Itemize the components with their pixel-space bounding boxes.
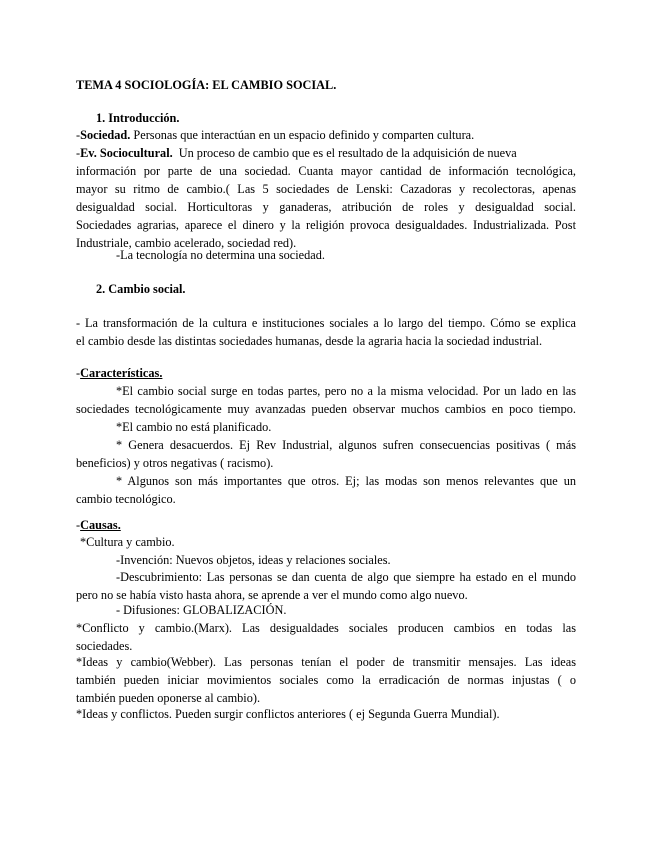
list-item-line: beneficios) y otros negativas ( racismo). xyxy=(76,456,274,470)
page-title: TEMA 4 SOCIOLOGÍA: EL CAMBIO SOCIAL. xyxy=(76,78,337,92)
causas-prefix: - xyxy=(76,518,81,532)
section-2-heading: 2. Cambio social. xyxy=(96,282,186,296)
list-item-line: cambio tecnológico. xyxy=(76,492,176,506)
paragraph-line xyxy=(76,144,576,162)
definition-line-0: - La transformación de la cultura e instituciones sociales a lo largo del tiempo. Cómo se explica xyxy=(76,316,576,330)
ev-sociocultural-paragraph xyxy=(76,144,576,252)
ideas-line-1: también pueden iniciar movimientos sociales como la erradicación de normas injustas ( o xyxy=(76,673,576,687)
descubrimiento-line-0: -Descubrimiento: Las personas se dan cuenta de algo que siempre ha estado en el mundo xyxy=(116,570,576,584)
causas-heading xyxy=(76,516,576,534)
sociedad-prefix: - xyxy=(76,128,81,142)
ideas-line-0: *Ideas y cambio(Webber). Las personas tenían el poder de transmitir mensajes. Las ideas xyxy=(76,655,576,669)
ideas-line-2: también pueden oponerse al cambio). xyxy=(76,691,261,705)
definition-line-1: el cambio desde las distintas sociedades humanas, desde la agraria hacia la sociedad industrial. xyxy=(76,334,543,348)
sociedad-text: Personas que interactúan en un espacio definido y comparten cultura. xyxy=(130,128,475,142)
ideas-cambio xyxy=(76,653,576,707)
descubrimiento xyxy=(76,568,576,604)
cambio-definition xyxy=(76,314,576,350)
caracteristicas-list xyxy=(76,382,576,508)
ev-line-4: Sociedades agrarias, aparece el dinero y la religión provoca desigualdades. Industrializada. Post xyxy=(76,218,576,232)
ev-line-1: información por parte de una sociedad. Cuanta mayor cantidad de información tecnológica, xyxy=(76,164,576,178)
difusiones: - Difusiones: GLOBALIZACIÓN. xyxy=(116,603,287,617)
ev-term: Ev. Sociocultural. xyxy=(80,146,173,160)
caracteristicas-prefix: - xyxy=(76,366,81,380)
caracteristicas-label: Características. xyxy=(80,366,163,380)
ev-prefix: - xyxy=(76,146,81,160)
conflicto-line-0: *Conflicto y cambio.(Marx). Las desigualdades sociales producen cambios en todas las xyxy=(76,621,576,635)
ev-line-2: mayor su ritmo de cambio.( Las 5 sociedades de Lenski: Cazadoras y recolectoras, apenas xyxy=(76,182,576,196)
caracteristicas-heading xyxy=(76,364,576,382)
section-1-heading: 1. Introducción. xyxy=(96,111,180,125)
list-item-line: sociedades tecnológicamente muy avanzadas pueden observar muchos cambios en poco tiempo. xyxy=(76,402,576,416)
list-item-line: * Genera desacuerdos. Ej Rev Industrial, algunos sufren consecuencias positivas ( más xyxy=(116,438,576,452)
invencion: -Invención: Nuevos objetos, ideas y relaciones sociales. xyxy=(116,553,391,567)
causas-label: Causas. xyxy=(80,518,121,532)
sociedad-term: Sociedad. xyxy=(80,128,131,142)
ev-line-3: desigualdad social. Horticultoras y ganaderas, atribución de roles y desigualdad social. xyxy=(76,200,576,214)
sociedad-definition xyxy=(76,126,576,144)
list-item-line: *El cambio social surge en todas partes, pero no a la misma velocidad. Por un lado en las xyxy=(116,384,576,398)
list-item-line: * Algunos son más importantes que otros. Ej; las modas son menos relevantes que un xyxy=(116,474,576,488)
ideas-conflictos: *Ideas y conflictos. Pueden surgir conflictos anteriores ( ej Segunda Guerra Mundial). xyxy=(76,707,500,721)
ev-line-5: Industriale, cambio acelerado, sociedad red). xyxy=(76,236,297,250)
ev-line-0: Un proceso de cambio que es el resultado de la adquisición de nueva xyxy=(178,146,517,160)
cultura-cambio: *Cultura y cambio. xyxy=(80,535,175,549)
tech-note: -La tecnología no determina una sociedad. xyxy=(116,248,325,262)
conflicto-cambio xyxy=(76,619,576,655)
descubrimiento-line-1: pero no se había visto hasta ahora, se aprende a ver el mundo como algo nuevo. xyxy=(76,588,468,602)
list-item-line: *El cambio no está planificado. xyxy=(116,420,272,434)
conflicto-line-1: sociedades. xyxy=(76,639,133,653)
